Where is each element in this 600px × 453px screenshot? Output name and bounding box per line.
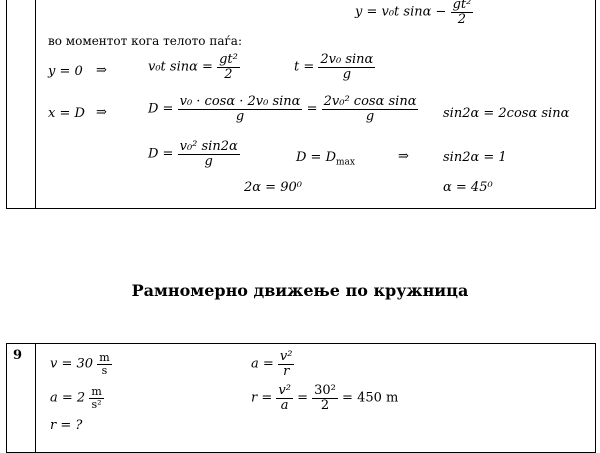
row3-fraction [178,140,240,168]
implies-arrow: ⇒ [96,63,107,78]
row1-condition: y = 0 [48,64,83,79]
acceleration-unit [89,386,103,410]
fraction-numerator: gt² [219,52,238,67]
formula-left: r = [251,390,273,406]
row2-equation [148,95,418,123]
fraction-numerator: 30² [314,383,336,398]
fraction-numerator: 2v₀² cosα sinα [323,94,417,109]
formula-left: a = [251,356,274,372]
centripetal-formula [251,350,294,378]
equals-sign: = [297,390,308,406]
section-heading: Рамномерно движење по кружница [131,281,469,300]
fraction-denominator: g [365,108,375,124]
radius-calculation [251,384,398,412]
max-subscript: max [336,157,355,168]
fraction-numerator: gt² [452,0,472,12]
given-acceleration [50,386,104,410]
two-alpha-result: 2α = 90⁰ [244,180,302,195]
equation-y-left: y = v₀t sinα − [355,4,447,20]
equation-y-fraction [451,0,474,26]
fraction-denominator: r [283,363,290,379]
fraction-numerator: v₀ · cosα · 2v₀ sinα [179,94,301,109]
implies-arrow: ⇒ [398,149,409,164]
row1-equation [148,53,240,81]
formula-fraction-1 [276,384,293,412]
velocity-value: v = 30 [50,356,94,372]
radius-result: = 450 m [342,390,399,406]
fraction-denominator: a [280,397,289,413]
fraction-denominator: 2 [320,397,330,413]
fraction-denominator: g [235,108,245,124]
time-equation-left: t = [294,59,315,75]
fraction-numerator: v² [279,349,293,364]
fraction-denominator: g [342,66,352,82]
fraction-numerator: 2v₀ sinα [320,52,374,67]
row3-equation [148,140,240,168]
row3-equation-left: D = [148,146,174,162]
column-separator [35,344,36,452]
sin-equals-one: sin2α = 1 [443,150,507,165]
acceleration-value: a = 2 [50,390,86,406]
alpha-result: α = 45⁰ [443,180,493,195]
implies-arrow: ⇒ [96,105,107,120]
row2-fraction-2 [322,95,419,123]
fraction-denominator: g [204,153,213,169]
double-angle-identity: sin2α = 2cosα sinα [443,106,570,121]
time-fraction [318,53,375,81]
equation-y-motion [355,0,473,26]
formula-fraction [278,350,295,378]
row1-equation-left: v₀t sinα = [148,59,213,75]
column-separator [35,0,36,208]
row1-fraction [217,53,240,81]
dmax-left: D = D [296,150,337,165]
unit-numerator: m [99,351,110,364]
problem-number: 9 [13,348,23,363]
row2-equation-left: D = [148,101,174,117]
unknown-radius: r = ? [50,418,83,433]
row2-fraction-1 [178,95,303,123]
row2-condition: x = D [48,106,85,121]
unit-denominator: s² [91,397,102,411]
unit-denominator: s [101,363,108,377]
dmax-condition [296,150,355,168]
equals-sign: = [306,101,318,117]
fraction-numerator: v² [278,383,291,398]
fraction-numerator: v₀² sin2α [179,139,238,154]
row1-time-equation [294,53,375,81]
moment-text: во моментот кога телото паѓа: [48,34,242,48]
formula-fraction-2 [312,384,338,412]
velocity-unit [97,352,111,376]
fraction-denominator: 2 [224,66,233,82]
given-velocity [50,352,112,376]
fraction-denominator: 2 [457,11,467,27]
unit-numerator: m [91,385,102,398]
